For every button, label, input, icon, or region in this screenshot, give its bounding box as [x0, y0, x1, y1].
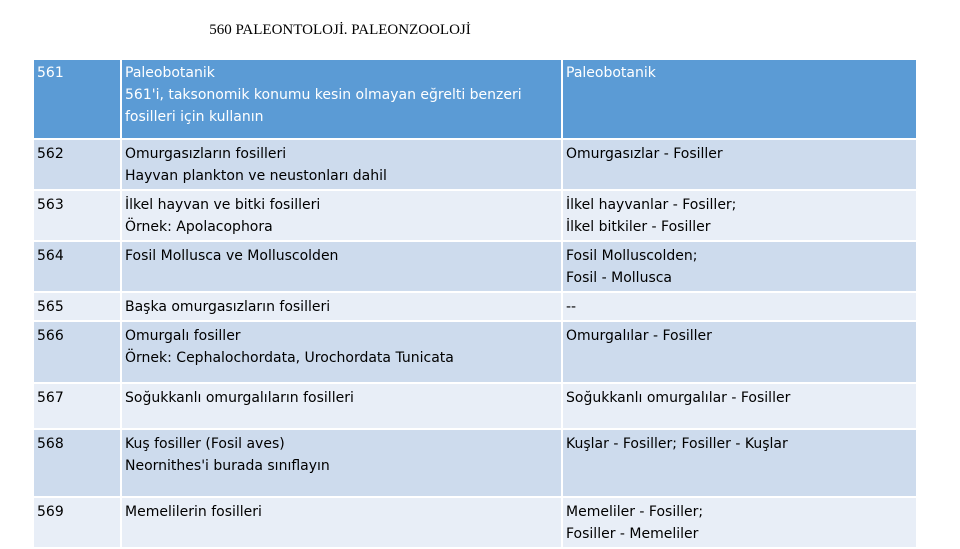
- class-code: 563: [33, 190, 121, 241]
- subject-line: Fosiller - Memeliler: [566, 526, 699, 542]
- class-description: [121, 383, 562, 429]
- class-description: [121, 241, 562, 292]
- class-code: 569: [33, 497, 121, 548]
- table-row: [33, 292, 917, 321]
- class-code: 561: [33, 59, 121, 139]
- description-line: Memelilerin fosilleri: [125, 504, 262, 520]
- description-line: İlkel hayvan ve bitki fosilleri: [125, 197, 321, 213]
- class-description: [121, 497, 562, 548]
- table-row: [33, 383, 917, 429]
- class-code: 562: [33, 139, 121, 190]
- subject-line: Soğukkanlı omurgalılar - Fosiller: [566, 390, 791, 406]
- subject-heading: [562, 59, 917, 139]
- class-code: 565: [33, 292, 121, 321]
- subject-line: Omurgalılar - Fosiller: [566, 328, 712, 344]
- class-description: [121, 321, 562, 383]
- description-line: Başka omurgasızların fosilleri: [125, 299, 331, 315]
- subject-line: Omurgasızlar - Fosiller: [566, 146, 723, 162]
- subject-line: İlkel hayvanlar - Fosiller;: [566, 197, 737, 213]
- subject-heading: [562, 497, 917, 548]
- class-description: [121, 429, 562, 497]
- table-row: [33, 139, 917, 190]
- subject-heading: [562, 190, 917, 241]
- description-line: fosilleri için kullanın: [125, 109, 264, 125]
- description-line: Paleobotanik: [125, 65, 215, 81]
- subject-line: Fosil - Mollusca: [566, 270, 673, 286]
- table-row: [33, 429, 917, 497]
- table-row: [33, 59, 917, 139]
- description-line: Soğukkanlı omurgalıların fosilleri: [125, 390, 354, 406]
- table-row: [33, 241, 917, 292]
- subject-heading: [562, 241, 917, 292]
- class-description: [121, 190, 562, 241]
- subject-line: Paleobotanik: [566, 65, 656, 81]
- description-line: Neornithes'i burada sınıflayın: [125, 458, 330, 474]
- description-line: Fosil Mollusca ve Molluscolden: [125, 248, 339, 264]
- subject-line: Memeliler - Fosiller;: [566, 504, 704, 520]
- class-code: 567: [33, 383, 121, 429]
- description-line: Örnek: Cephalochordata, Urochordata Tunicata: [125, 350, 454, 366]
- description-line: Hayvan plankton ve neustonları dahil: [125, 168, 387, 184]
- class-description: [121, 59, 562, 139]
- class-code: 566: [33, 321, 121, 383]
- subject-line: --: [566, 299, 577, 315]
- table-row: [33, 497, 917, 548]
- class-code: 568: [33, 429, 121, 497]
- subject-heading: [562, 429, 917, 497]
- subject-heading: [562, 383, 917, 429]
- page-title: 560 PALEONTOLOJİ. PALEONZOOLOJİ: [209, 22, 471, 38]
- subject-line: Kuşlar - Fosiller; Fosiller - Kuşlar: [566, 436, 788, 452]
- class-description: [121, 292, 562, 321]
- subject-heading: [562, 321, 917, 383]
- description-line: 561'i, taksonomik konumu kesin olmayan eğrelti benzeri: [125, 87, 522, 103]
- class-code: 564: [33, 241, 121, 292]
- subject-line: İlkel bitkiler - Fosiller: [566, 219, 711, 235]
- table-row: [33, 321, 917, 383]
- description-line: Omurgasızların fosilleri: [125, 146, 287, 162]
- description-line: Omurgalı fosiller: [125, 328, 241, 344]
- subject-heading: [562, 292, 917, 321]
- description-line: Örnek: Apolacophora: [125, 219, 273, 235]
- class-description: [121, 139, 562, 190]
- subject-line: Fosil Molluscolden;: [566, 248, 698, 264]
- table-row: [33, 190, 917, 241]
- subject-heading: [562, 139, 917, 190]
- description-line: Kuş fosiller (Fosil aves): [125, 436, 285, 452]
- classification-table: [32, 58, 918, 549]
